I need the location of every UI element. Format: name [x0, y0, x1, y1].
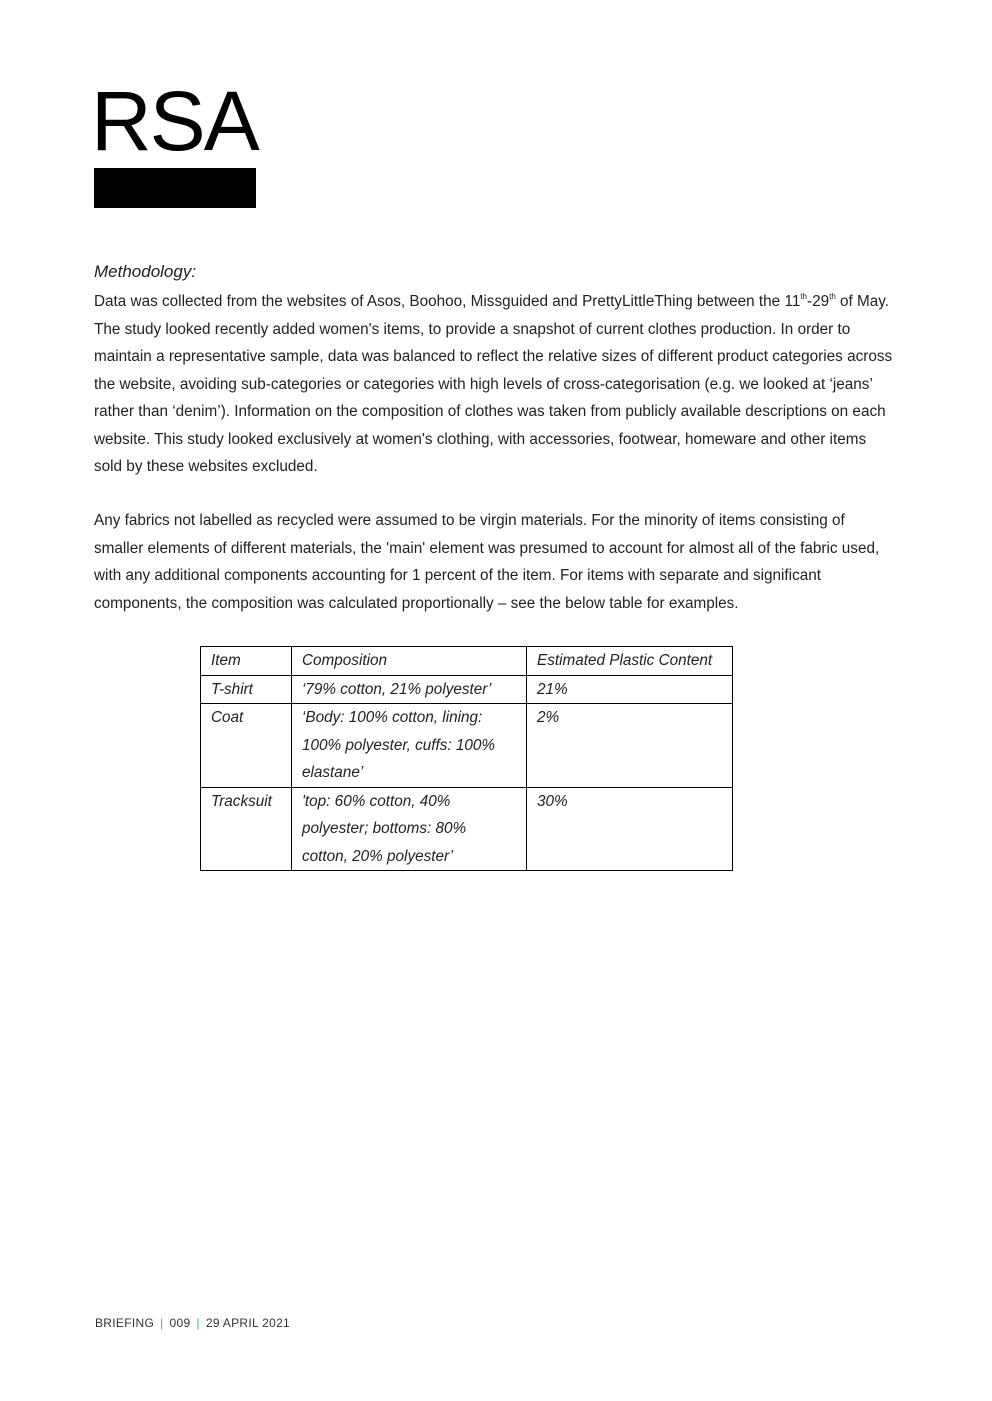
table-cell: Tracksuit — [201, 787, 292, 871]
table-cell: 'top: 60% cotton, 40% polyester; bottoms: 80% cotton, 20% polyester’ — [292, 787, 527, 871]
table-cell: ‘79% cotton, 21% polyester’ — [292, 675, 527, 704]
table-header-cell: Composition — [292, 647, 527, 676]
table-cell: Coat — [201, 704, 292, 788]
footer-label: BRIEFING — [95, 1316, 155, 1330]
table-row — [201, 675, 733, 704]
table-cell: ‘Body: 100% cotton, lining: 100% polyester, cuffs: 100% elastane’ — [292, 704, 527, 788]
para1-sup-1: th — [800, 292, 807, 301]
table-header-row — [201, 647, 733, 676]
footer-separator: | — [196, 1316, 200, 1330]
logo-bar — [94, 168, 256, 208]
para1-text-a: Data was collected from the websites of Asos, Boohoo, Missguided and PrettyLittleThing between the 11 — [94, 293, 801, 310]
footer-separator: | — [160, 1316, 164, 1330]
footer-number: 009 — [169, 1316, 191, 1330]
rsa-logo — [91, 74, 258, 209]
table-cell: 2% — [527, 704, 733, 788]
para1-sup-2: th — [829, 292, 836, 301]
para1-dash: -29 — [807, 293, 830, 310]
table-row — [201, 787, 733, 871]
methodology-paragraph-2: Any fabrics not labelled as recycled were assumed to be virgin materials. For the minority of items consisting of smaller elements of different materials, the 'main' element was presumed to account for almost all of the fabric used, with any additional components accounting for 1 percent of the item. For items with separate and significant components, the composition was calculated proportionally – see the below table for examples. — [94, 512, 880, 612]
logo-text: RSA — [91, 74, 258, 168]
table-cell: 30% — [527, 787, 733, 871]
table-cell: T-shirt — [201, 675, 292, 704]
table-row — [201, 704, 733, 788]
composition-examples-table — [200, 646, 733, 871]
table-header-cell: Item — [201, 647, 292, 676]
table-header-cell: Estimated Plastic Content — [527, 647, 733, 676]
para1-text-rest: of May. The study looked recently added women's items, to provide a snapshot of current clothes production. In order to maintain a representative sample, data was balanced to reflect the relative sizes of different product categories across the website, avoiding sub-categories or categories with high levels of cross-categorisation (e.g. we looked at ‘jeans’ rather than ‘denim’). Information on the composition of clothes was taken from publicly available descriptions on each website. This study looked exclusively at women's clothing, with accessories, footwear, homeware and other items sold by these websites excluded. — [94, 293, 893, 475]
page-footer — [95, 1316, 290, 1330]
table-cell: 21% — [527, 675, 733, 704]
methodology-heading: Methodology: — [94, 262, 197, 281]
footer-date: 29 APRIL 2021 — [205, 1316, 291, 1330]
methodology-paragraph-1 — [94, 288, 894, 481]
